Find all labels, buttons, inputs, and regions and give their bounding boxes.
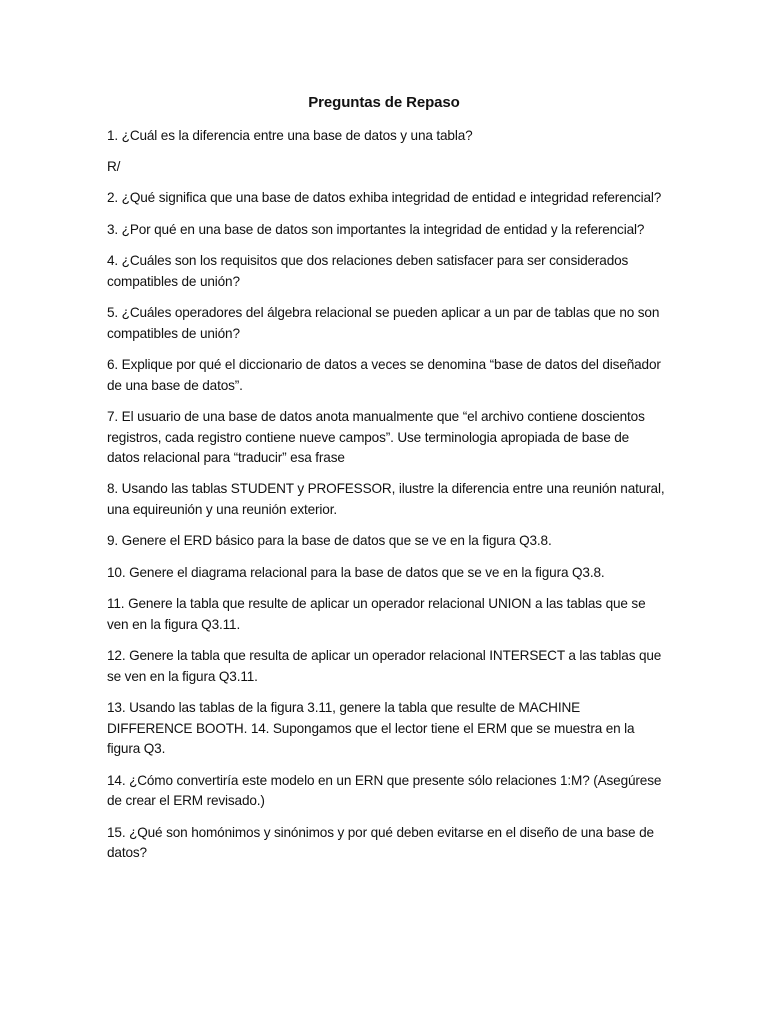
question-13: 13. Usando las tablas de la figura 3.11, genere la tabla que resulte de MACHINE DIFFERENCE BOOTH. 14. Supongamos que el lector tiene el ERM que se muestra en la figura Q3. [107, 699, 635, 757]
question-9: 9. Genere el ERD básico para la base de datos que se ve en la figura Q3.8. [107, 533, 552, 549]
question-11: 11. Genere la tabla que resulte de aplicar un operador relacional UNION a las tablas que se ven en la figura Q3.11. [107, 595, 646, 632]
question-6: 6. Explique por qué el diccionario de datos a veces se denomina “base de datos del diseñador de una base de datos”. [107, 356, 661, 393]
question-1: 1. ¿Cuál es la diferencia entre una base de datos y una tabla? [107, 128, 473, 143]
question-15: 15. ¿Qué son homónimos y sinónimos y por qué deben evitarse en el diseño de una base de datos? [107, 824, 654, 861]
question-4: 4. ¿Cuáles son los requisitos que dos relaciones deben satisfacer para ser considerados compatibles de unión? [107, 252, 629, 289]
question-8: 8. Usando las tablas STUDENT y PROFESSOR, ilustre la diferencia entre una reunión natural, una equireunión y una reunión exterior. [107, 481, 665, 518]
question-12: 12. Genere la tabla que resulta de aplicar un operador relacional INTERSECT a las tablas que se ven en la figura Q3.11. [107, 647, 662, 684]
answer-placeholder: R/ [107, 159, 121, 175]
page-title: Preguntas de Repaso [308, 94, 460, 111]
question-10: 10. Genere el diagrama relacional para la base de datos que se ve en la figura Q3.8. [107, 564, 605, 580]
question-14: 14. ¿Cómo convertiría este modelo en un ERN que presente sólo relaciones 1:M? (Asegúrese de crear el ERM revisado.) [107, 772, 662, 809]
question-7: 7. El usuario de una base de datos anota manualmente que “el archivo contiene doscientos registros, cada registro contiene nueve campos”. Use terminologia apropiada de base de datos relacional para “traducir” esa frase [107, 408, 645, 466]
question-list [107, 126, 665, 875]
question-2: 2. ¿Qué significa que una base de datos exhiba integridad de entidad e integridad referencial? [107, 190, 662, 206]
question-3: 3. ¿Por qué en una base de datos son importantes la integridad de entidad y la referencial? [107, 221, 645, 237]
question-5: 5. ¿Cuáles operadores del álgebra relacional se pueden aplicar a un par de tablas que no son compatibles de unión? [107, 304, 660, 341]
